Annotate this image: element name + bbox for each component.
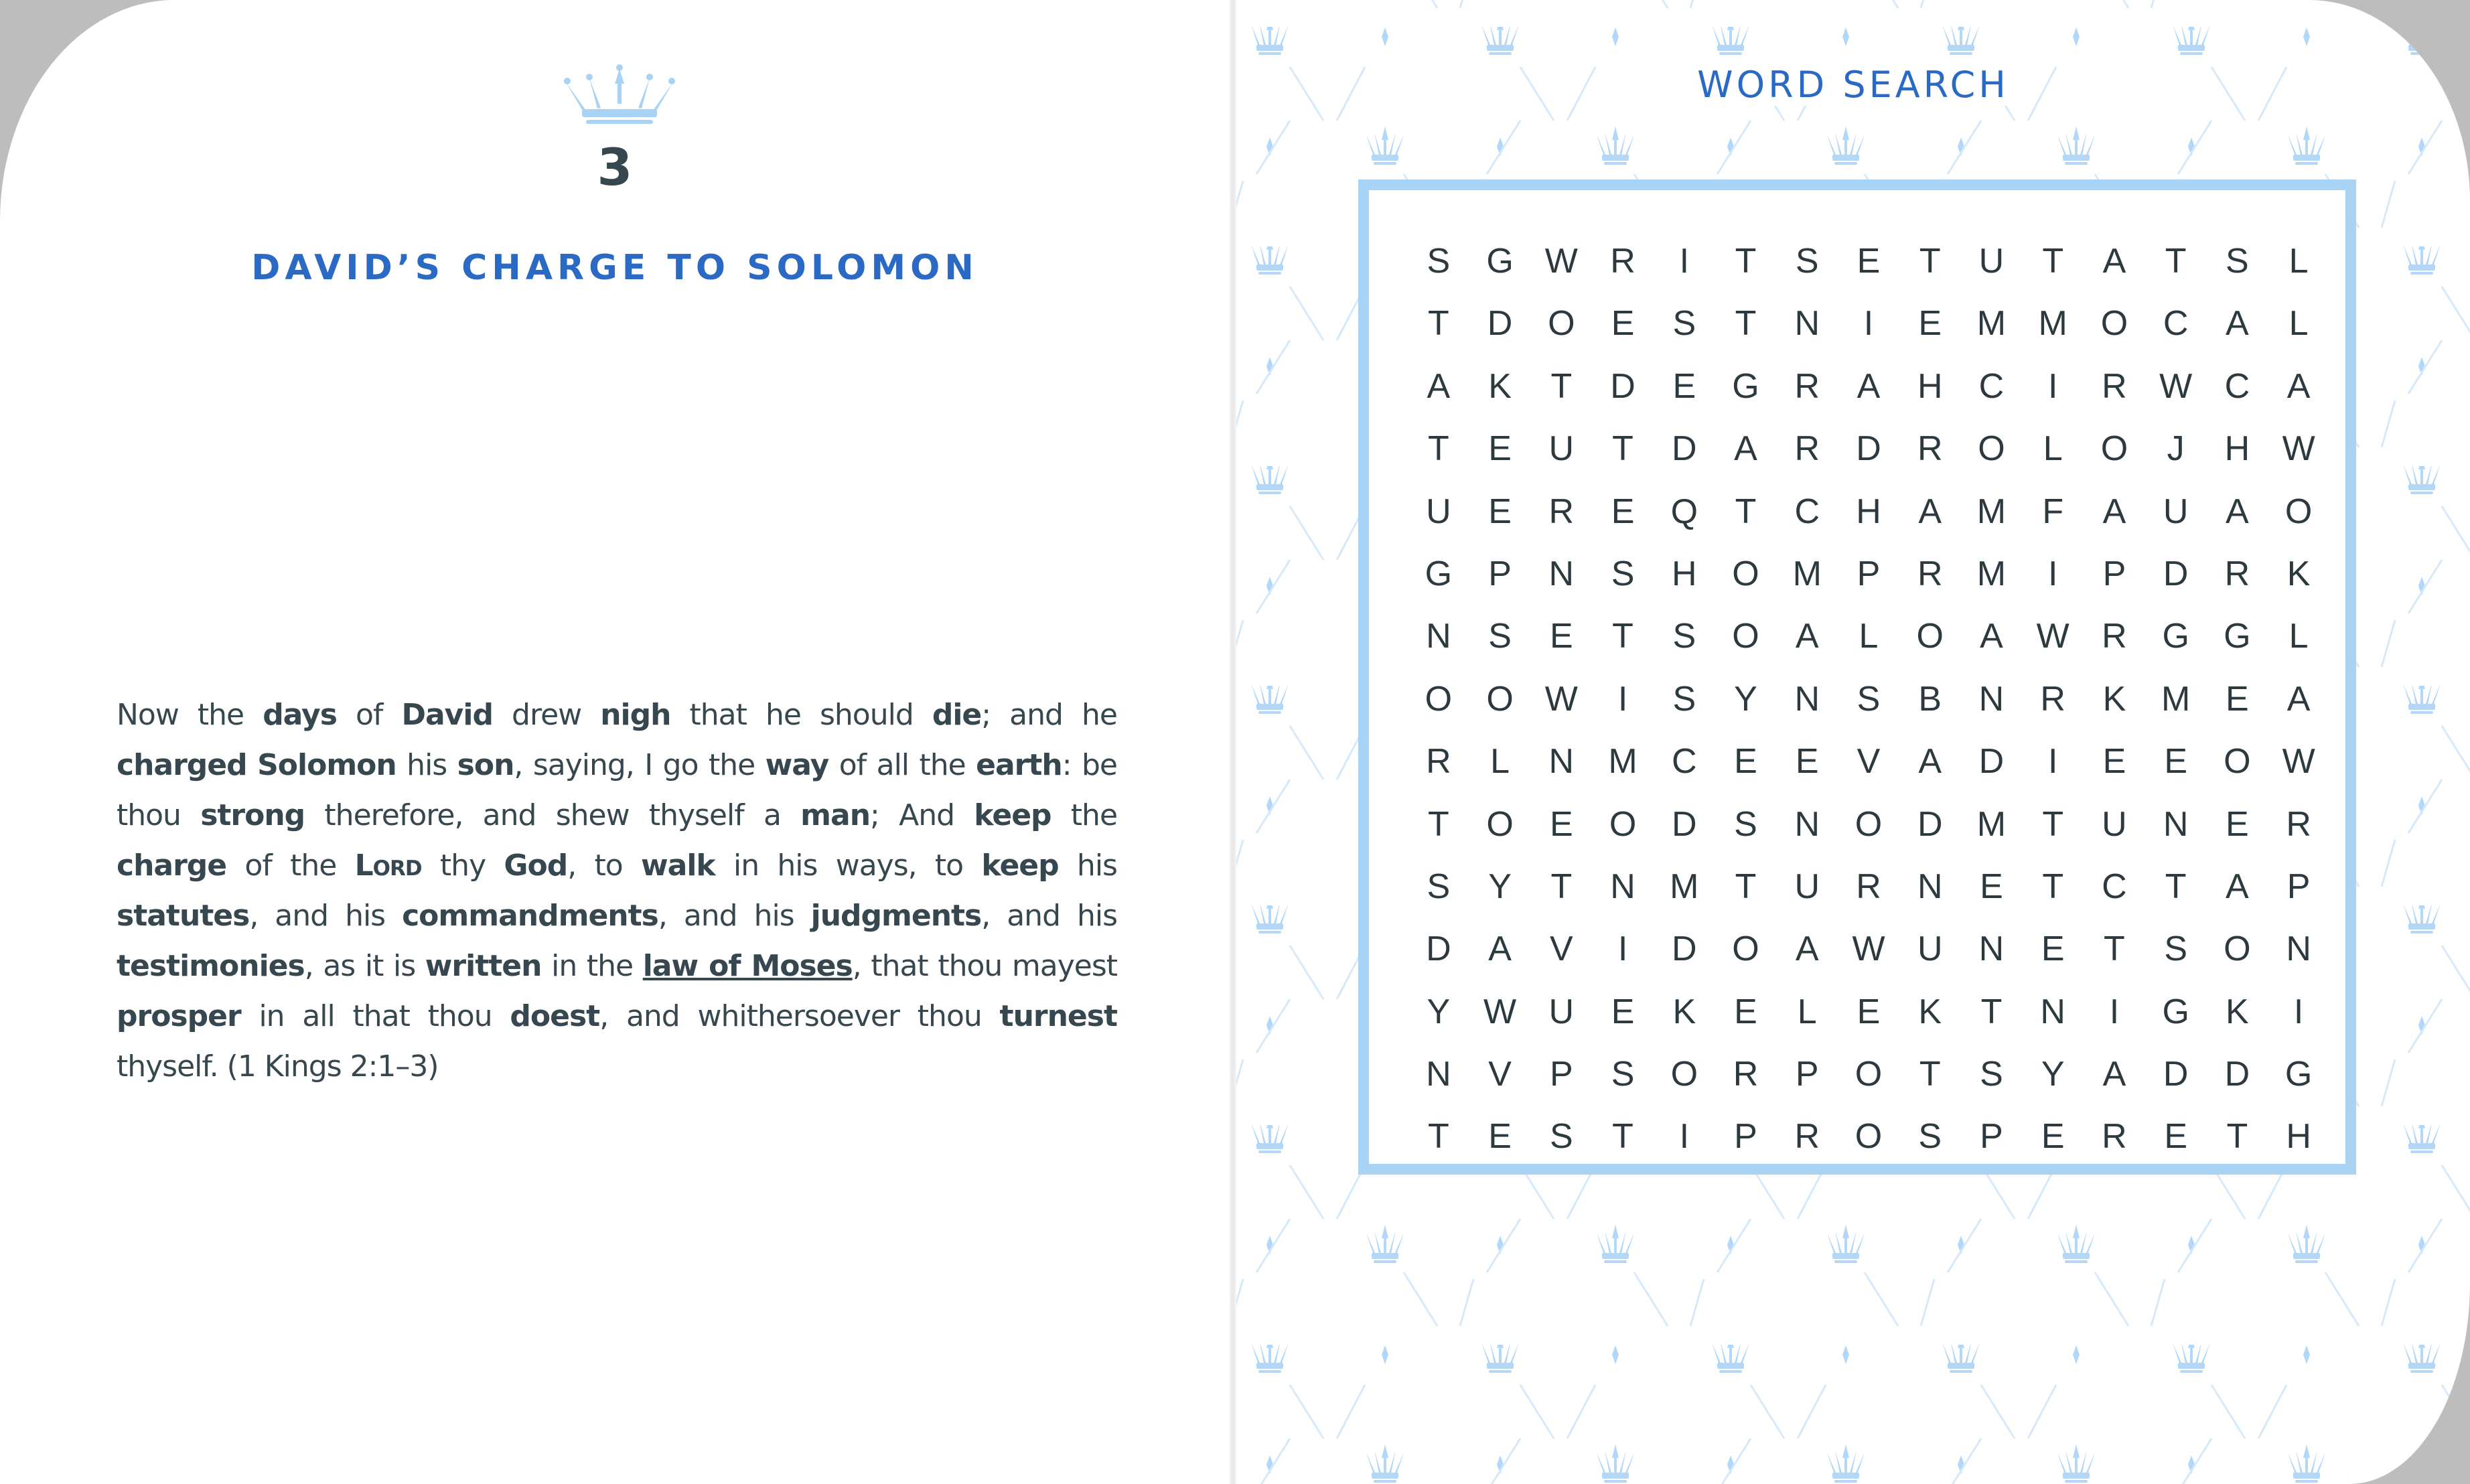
grid-letter[interactable]: S [1427, 242, 1451, 281]
word-search-title [1236, 64, 2470, 106]
grid-letter[interactable]: O [2224, 742, 2251, 782]
word-search-grid [1408, 230, 2329, 1169]
passage-text: , that [852, 949, 938, 983]
grid-letter[interactable]: V [1857, 742, 1881, 782]
grid-letter[interactable]: T [1735, 867, 1757, 906]
grid-letter[interactable]: T [1735, 242, 1757, 281]
grid-letter[interactable]: W [2159, 366, 2193, 406]
grid-letter[interactable]: A [2286, 679, 2311, 719]
grid-letter[interactable]: O [1855, 1117, 1883, 1157]
grid-letter[interactable]: T [1919, 1055, 1941, 1094]
grid-letter[interactable]: D [1856, 429, 1881, 469]
grid-letter[interactable]: N [2163, 804, 2189, 844]
grid-letter[interactable]: S [1611, 554, 1635, 593]
grid-letter[interactable]: N [1548, 554, 1575, 593]
grid-letter[interactable]: I [2047, 742, 2058, 782]
keyword: judgments [810, 899, 982, 933]
grid-letter[interactable]: R [1426, 742, 1451, 782]
grid-letter[interactable]: O [2100, 304, 2128, 344]
grid-letter[interactable]: W [2282, 429, 2315, 469]
grid-letter[interactable]: E [1918, 304, 1942, 344]
grid-letter[interactable]: K [1672, 992, 1696, 1031]
book-gutter [1230, 0, 1236, 1484]
grid-letter[interactable]: A [1734, 429, 1757, 469]
grid-letter[interactable]: I [1617, 930, 1628, 969]
passage-text: : be thou [117, 748, 1118, 832]
grid-letter[interactable]: O [1978, 429, 2005, 469]
grid-letter[interactable]: R [1794, 366, 1820, 406]
grid-letter[interactable]: I [1617, 679, 1628, 719]
grid-letter[interactable]: N [1794, 304, 1820, 344]
grid-letter[interactable]: B [1918, 679, 1942, 719]
grid-letter[interactable]: T [1980, 992, 2003, 1031]
grid-letter[interactable]: R [1610, 242, 1636, 281]
grid-letter[interactable]: O [2284, 492, 2313, 531]
grid-letter[interactable]: A [1918, 742, 1942, 782]
passage-text: ; and he [981, 698, 1117, 732]
grid-letter[interactable]: G [2284, 1055, 2313, 1094]
grid-letter[interactable]: P [1980, 1117, 2003, 1157]
grid-letter[interactable]: P [1857, 554, 1881, 593]
passage-text: his [1058, 848, 1117, 883]
grid-letter[interactable]: D [1610, 366, 1636, 406]
grid-letter[interactable]: T [1427, 1117, 1449, 1157]
grid-letter[interactable]: U [2102, 804, 2127, 844]
passage-text: , and whithersoever thou [599, 999, 1000, 1033]
grid-letter[interactable]: E [2226, 679, 2249, 719]
grid-letter[interactable]: U [1794, 867, 1820, 906]
grid-letter[interactable]: I [2109, 992, 2120, 1031]
grid-letter[interactable]: N [1548, 742, 1575, 782]
grid-letter[interactable]: P [1549, 1055, 1573, 1094]
passage-text: thy [421, 848, 504, 883]
grid-letter[interactable]: D [1426, 930, 1451, 969]
keyword: doest [510, 999, 600, 1033]
grid-letter[interactable]: S [1488, 617, 1512, 656]
grid-letter[interactable]: E [1672, 366, 1696, 406]
grid-letter[interactable]: T [1550, 366, 1573, 406]
grid-letter[interactable]: T [1612, 617, 1633, 656]
grid-letter[interactable]: I [1863, 304, 1874, 344]
grid-letter[interactable]: I [2047, 554, 2058, 593]
grid-letter[interactable]: U [1548, 429, 1575, 469]
crown-icon [559, 64, 680, 131]
grid-letter[interactable]: A [2102, 492, 2126, 531]
grid-letter[interactable]: L [2289, 304, 2309, 344]
passage-text: his [396, 748, 457, 782]
grid-letter[interactable]: W [2282, 742, 2315, 782]
grid-letter[interactable]: O [1916, 617, 1944, 656]
left-page [0, 0, 1230, 1484]
grid-letter[interactable]: T [2042, 804, 2064, 844]
grid-letter[interactable]: R [2040, 679, 2065, 719]
grid-letter[interactable]: E [1488, 429, 1512, 469]
grid-letter[interactable]: T [1735, 304, 1757, 344]
grid-letter[interactable]: M [1976, 554, 2007, 593]
grid-letter[interactable]: O [1609, 804, 1637, 844]
grid-letter[interactable]: T [2042, 242, 2064, 281]
scripture-passage [117, 690, 1117, 1092]
keyword: strong [200, 798, 305, 832]
grid-letter[interactable]: A [1795, 930, 1819, 969]
grid-letter[interactable]: O [2100, 429, 2128, 469]
grid-letter[interactable]: D [2163, 554, 2189, 593]
grid-letter[interactable]: I [2293, 992, 2304, 1031]
grid-letter[interactable]: D [1978, 742, 2005, 782]
grid-letter[interactable]: E [1980, 867, 2003, 906]
grid-letter[interactable]: H [1856, 492, 1881, 531]
grid-letter[interactable]: T [2226, 1117, 2248, 1157]
grid-letter[interactable]: L [2289, 617, 2309, 656]
grid-letter[interactable]: A [1427, 366, 1451, 406]
passage-text: , saying, I go the [514, 748, 766, 782]
grid-letter[interactable]: Y [2041, 1055, 2065, 1094]
grid-letter[interactable]: G [1486, 242, 1514, 281]
grid-letter[interactable]: S [1980, 1055, 2003, 1094]
grid-letter[interactable]: R [2102, 366, 2127, 406]
grid-letter[interactable]: O [1548, 304, 1575, 344]
keyword: testimonies [117, 949, 305, 983]
grid-letter[interactable]: O [1670, 1055, 1698, 1094]
keyword: Solomon [257, 748, 396, 782]
grid-letter[interactable]: A [2286, 366, 2311, 406]
keyword: David [401, 698, 493, 732]
grid-letter[interactable]: M [2038, 304, 2067, 344]
grid-letter[interactable]: W [1544, 242, 1578, 281]
grid-letter[interactable]: A [1857, 366, 1881, 406]
grid-letter[interactable]: R [2102, 617, 2127, 656]
grid-letter[interactable]: V [1488, 1055, 1512, 1094]
grid-letter[interactable]: N [1917, 867, 1943, 906]
keyword: written [425, 949, 542, 983]
grid-letter[interactable]: E [1734, 992, 1757, 1031]
grid-letter[interactable]: D [2224, 1055, 2250, 1094]
passage-text: in the [541, 949, 643, 983]
grid-letter[interactable]: R [1733, 1055, 1759, 1094]
grid-letter[interactable]: C [1978, 366, 2005, 406]
grid-letter[interactable]: O [1732, 554, 1759, 593]
grid-letter[interactable]: E [1611, 304, 1635, 344]
passage-text: in his ways, to [715, 848, 982, 883]
grid-letter[interactable]: N [1610, 867, 1636, 906]
keyword: commandments [402, 899, 658, 933]
grid-letter[interactable]: D [1672, 429, 1697, 469]
grid-letter[interactable]: N [1794, 804, 1820, 844]
grid-letter[interactable]: E [2164, 742, 2187, 782]
grid-letter[interactable]: H [2286, 1117, 2311, 1157]
keyword: nigh [600, 698, 671, 732]
passage-text: ; And [870, 798, 974, 832]
grid-letter[interactable]: G [1732, 366, 1759, 406]
grid-letter[interactable]: M [1792, 554, 1822, 593]
grid-letter[interactable]: E [1795, 742, 1819, 782]
keyword: keep [981, 848, 1059, 883]
passage-text: the [1051, 798, 1118, 832]
keyword: earth [976, 748, 1062, 782]
grid-letter[interactable]: O [1425, 679, 1453, 719]
grid-letter[interactable]: U [1917, 930, 1943, 969]
grid-letter[interactable]: M [1670, 867, 1699, 906]
grid-letter[interactable]: J [2167, 429, 2185, 469]
grid-letter[interactable]: A [2102, 1055, 2126, 1094]
keyword: die [932, 698, 982, 732]
grid-letter[interactable]: N [1978, 930, 2005, 969]
keyword: statutes [117, 899, 250, 933]
grid-letter[interactable]: D [1672, 930, 1697, 969]
grid-letter[interactable]: N [1978, 679, 2005, 719]
grid-letter[interactable]: Y [1488, 867, 1512, 906]
grid-letter[interactable]: T [1735, 492, 1757, 531]
grid-letter[interactable]: A [1795, 617, 1819, 656]
grid-letter[interactable]: P [2286, 867, 2311, 906]
grid-letter[interactable]: T [1919, 242, 1941, 281]
keyword: man [800, 798, 871, 832]
grid-letter[interactable]: L [1797, 992, 1817, 1031]
grid-letter[interactable]: O [1732, 930, 1759, 969]
grid-letter[interactable]: D [1487, 304, 1513, 344]
keyword: turnest [999, 999, 1117, 1033]
passage-text: of [336, 698, 402, 732]
grid-letter[interactable]: U [1978, 242, 2005, 281]
grid-letter[interactable]: T [1550, 867, 1573, 906]
grid-letter[interactable]: S [1672, 304, 1696, 344]
grid-letter[interactable]: H [1672, 554, 1697, 593]
grid-letter[interactable]: T [1612, 429, 1633, 469]
keyword: way [765, 748, 829, 782]
grid-letter[interactable]: M [2161, 679, 2191, 719]
grid-letter[interactable]: S [1427, 867, 1451, 906]
grid-letter[interactable]: H [1917, 366, 1943, 406]
grid-letter[interactable]: C [1794, 492, 1820, 531]
chapter-title: DAVID’S CHARGE TO SOLOMON [251, 248, 978, 288]
grid-letter[interactable]: T [2104, 930, 2125, 969]
keyword: prosper [117, 999, 241, 1033]
grid-letter[interactable]: A [2102, 242, 2126, 281]
grid-letter[interactable]: P [1795, 1055, 1819, 1094]
grid-letter[interactable]: K [1918, 992, 1942, 1031]
grid-letter[interactable]: G [2162, 617, 2189, 656]
grid-letter[interactable]: N [2040, 992, 2065, 1031]
grid-letter[interactable]: T [2042, 867, 2064, 906]
grid-letter[interactable]: A [2226, 304, 2249, 344]
passage-text: that he should [670, 698, 932, 732]
grid-letter[interactable]: E [2041, 1117, 2065, 1157]
grid-letter[interactable]: T [1427, 804, 1449, 844]
grid-letter[interactable]: O [1732, 617, 1759, 656]
passage-text: therefore, and shew thyself a [305, 798, 801, 832]
passage-text: , and his [658, 899, 811, 933]
grid-letter[interactable]: I [1679, 1117, 1690, 1157]
keyword: God [504, 848, 568, 883]
passage-text: , and his [249, 899, 403, 933]
grid-letter[interactable]: E [1611, 492, 1635, 531]
grid-letter[interactable]: O [1855, 1055, 1883, 1094]
grid-letter[interactable]: S [1549, 1117, 1573, 1157]
grid-letter[interactable]: Q [1670, 492, 1698, 531]
grid-letter[interactable]: S [1672, 617, 1696, 656]
grid-letter[interactable]: E [1488, 492, 1512, 531]
passage-text: , [567, 848, 595, 883]
grid-letter[interactable]: A [2226, 867, 2249, 906]
grid-letter[interactable]: C [2102, 867, 2127, 906]
grid-letter[interactable]: L [1859, 617, 1879, 656]
keyword: keep [974, 798, 1051, 832]
word-search-title-text: WORD SEARCH [1688, 64, 2019, 106]
grid-letter[interactable]: S [2226, 242, 2249, 281]
grid-letter[interactable]: S [2164, 930, 2187, 969]
grid-letter[interactable]: R [1794, 429, 1820, 469]
grid-letter[interactable]: R [1917, 429, 1943, 469]
grid-letter[interactable]: T [2165, 242, 2187, 281]
grid-letter[interactable]: T [1427, 304, 1449, 344]
keyword: days [263, 698, 337, 732]
grid-letter[interactable]: F [2042, 492, 2064, 531]
grid-letter[interactable]: W [1852, 930, 1885, 969]
grid-letter[interactable]: R [1856, 867, 1881, 906]
grid-letter[interactable]: G [2162, 992, 2189, 1031]
grid-letter[interactable]: D [2163, 1055, 2189, 1094]
grid-letter[interactable]: S [1611, 1055, 1635, 1094]
grid-letter[interactable]: S [1918, 1117, 1942, 1157]
grid-letter[interactable]: K [2226, 992, 2249, 1031]
grid-letter[interactable]: K [2286, 554, 2311, 593]
keyword: charge [117, 848, 227, 883]
grid-letter[interactable]: L [2289, 242, 2309, 281]
grid-letter[interactable]: O [1855, 804, 1883, 844]
grid-letter[interactable]: P [2102, 554, 2126, 593]
chapter-number: 3 [597, 137, 633, 197]
grid-letter[interactable]: E [1611, 992, 1635, 1031]
grid-letter[interactable]: G [1425, 554, 1453, 593]
grid-letter[interactable]: S [1734, 804, 1757, 844]
grid-letter[interactable]: T [2165, 867, 2187, 906]
grid-letter[interactable]: C [2224, 366, 2250, 406]
grid-letter[interactable]: S [1672, 679, 1696, 719]
passage-text: in all that thou [240, 999, 510, 1033]
grid-letter[interactable]: Y [1734, 679, 1757, 719]
grid-letter[interactable]: K [1488, 366, 1512, 406]
grid-letter[interactable]: E [2102, 742, 2126, 782]
grid-letter[interactable]: L [2043, 429, 2063, 469]
small-caps-keyword: Lord [354, 848, 422, 883]
underlined-keyword: law of Moses [642, 949, 853, 983]
grid-letter[interactable]: R [2286, 804, 2311, 844]
grid-letter[interactable]: E [1488, 1117, 1512, 1157]
grid-letter[interactable]: I [2047, 366, 2058, 406]
grid-letter[interactable]: S [1857, 679, 1881, 719]
grid-letter[interactable]: H [2224, 429, 2250, 469]
grid-letter[interactable]: A [1488, 930, 1512, 969]
grid-letter[interactable]: C [2163, 304, 2189, 344]
grid-letter[interactable]: M [1976, 804, 2007, 844]
grid-letter[interactable]: R [2102, 1117, 2127, 1157]
grid-letter[interactable]: E [2226, 804, 2249, 844]
grid-letter[interactable]: T [1612, 1117, 1633, 1157]
grid-letter[interactable]: R [2224, 554, 2250, 593]
grid-letter[interactable]: I [1679, 242, 1690, 281]
grid-letter[interactable]: L [1490, 742, 1510, 782]
grid-letter[interactable]: N [1794, 679, 1820, 719]
passage-text: drew [492, 698, 601, 732]
grid-letter[interactable]: D [1917, 804, 1943, 844]
grid-letter[interactable]: A [2226, 492, 2249, 531]
grid-letter[interactable]: P [1734, 1117, 1757, 1157]
grid-letter[interactable]: V [1549, 930, 1573, 969]
grid-letter[interactable]: U [2163, 492, 2189, 531]
grid-letter[interactable]: D [1672, 804, 1697, 844]
grid-letter[interactable]: M [1976, 492, 2007, 531]
grid-letter[interactable]: K [2102, 679, 2126, 719]
grid-letter[interactable]: U [1426, 492, 1451, 531]
grid-letter[interactable]: E [1734, 742, 1757, 782]
grid-letter[interactable]: M [1976, 304, 2007, 344]
grid-letter[interactable]: T [1427, 429, 1449, 469]
passage-text: , as it is [304, 949, 425, 983]
grid-letter[interactable]: N [1426, 617, 1451, 656]
grid-letter[interactable]: E [2041, 930, 2065, 969]
grid-letter[interactable]: E [2164, 1117, 2187, 1157]
grid-letter[interactable]: W [1483, 992, 1517, 1031]
grid-letter[interactable]: N [2286, 930, 2311, 969]
grid-letter[interactable]: G [2224, 617, 2251, 656]
grid-letter[interactable]: U [1548, 992, 1575, 1031]
keyword: son [457, 748, 514, 782]
grid-letter[interactable]: O [1486, 679, 1514, 719]
grid-letter[interactable]: O [1486, 804, 1514, 844]
passage-text: , and his [981, 899, 1118, 933]
grid-letter[interactable]: E [1857, 242, 1881, 281]
grid-letter[interactable]: Y [1427, 992, 1451, 1031]
passage-text: thyself. (1 Kings 2:1–3) [117, 1049, 439, 1084]
grid-letter[interactable]: C [1672, 742, 1697, 782]
grid-letter[interactable]: W [1544, 679, 1578, 719]
keyword: walk [641, 848, 715, 883]
passage-text: of the [226, 848, 355, 883]
grid-letter[interactable]: W [2036, 617, 2069, 656]
passage-text: thou mayest [938, 949, 1118, 983]
grid-letter[interactable]: R [1917, 554, 1943, 593]
passage-text: to [594, 848, 641, 883]
keyword: charged [117, 748, 247, 782]
grid-letter[interactable]: E [1549, 804, 1573, 844]
word-search-grid-frame [1358, 179, 2356, 1175]
grid-letter[interactable]: N [1426, 1055, 1451, 1094]
grid-letter[interactable]: M [1608, 742, 1638, 782]
grid-letter[interactable]: E [1549, 617, 1573, 656]
grid-letter[interactable]: R [1548, 492, 1575, 531]
grid-letter[interactable]: A [1980, 617, 2003, 656]
grid-letter[interactable]: A [1918, 492, 1942, 531]
grid-letter[interactable]: E [1857, 992, 1881, 1031]
passage-text [247, 748, 257, 782]
passage-text: Now the [117, 698, 263, 732]
grid-letter[interactable]: O [2224, 930, 2251, 969]
grid-letter[interactable]: R [1794, 1117, 1820, 1157]
passage-text: of all the [828, 748, 976, 782]
grid-letter[interactable]: S [1795, 242, 1819, 281]
grid-letter[interactable]: P [1488, 554, 1512, 593]
